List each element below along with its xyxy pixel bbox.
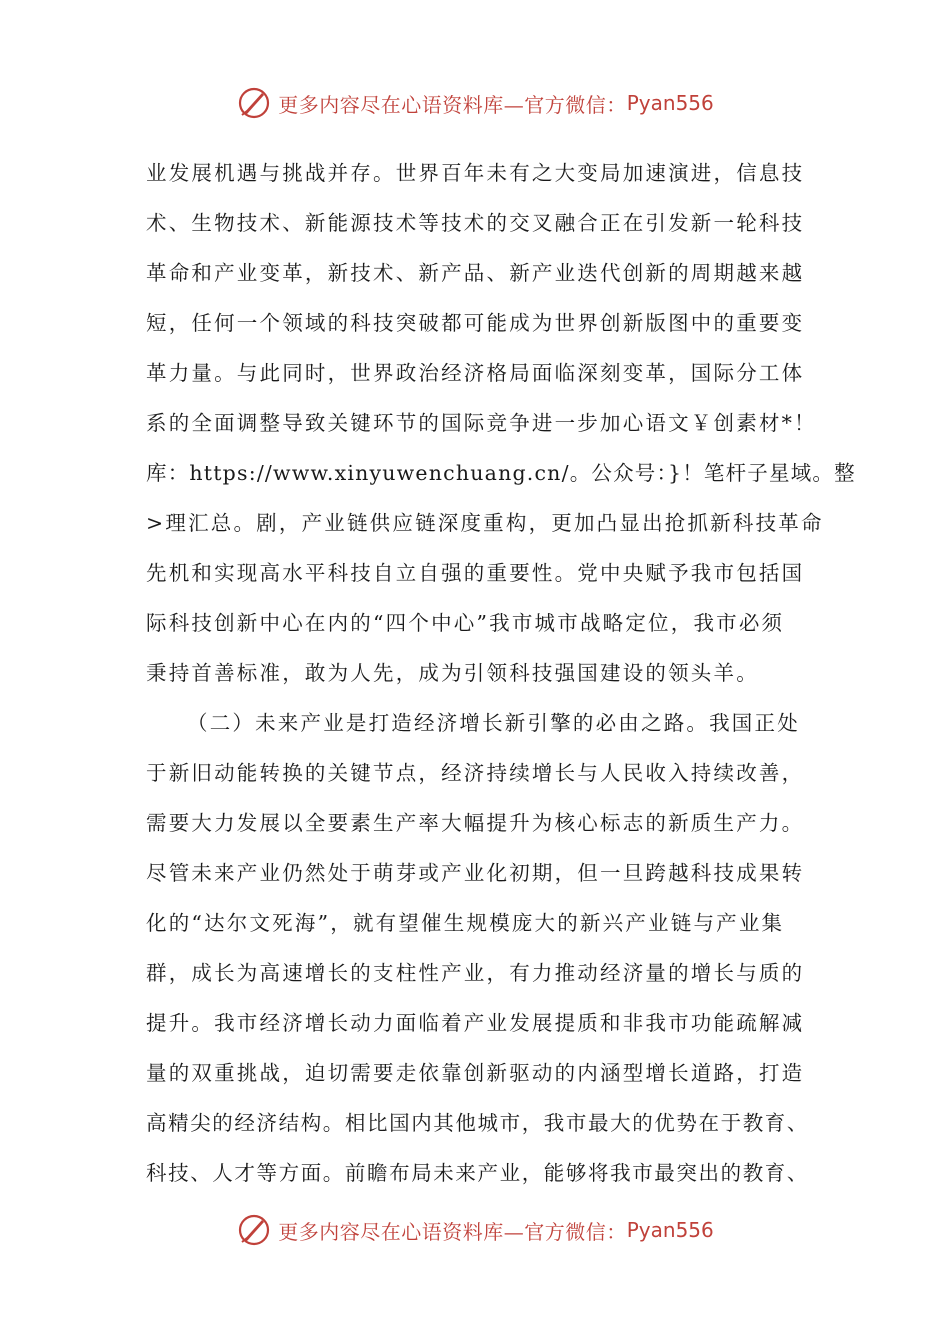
text-line: 先机和实现高水平科技自立自强的重要性。党中央赋予我市包括国: [146, 561, 805, 585]
banner-text: 更多内容尽在心语资料库—官方微信：: [278, 1219, 627, 1244]
text-line: 需要大力发展以全要素生产率大幅提升为核心标志的新质生产力。: [146, 811, 805, 835]
banner-handle: Pyan556: [626, 91, 714, 115]
text-line: 术、生物技术、新能源技术等技术的交叉融合正在引发新一轮科技: [146, 211, 805, 235]
text-line: 系的全面调整导致关键环节的国际竞争进一步加心语文￥创素材*！: [146, 411, 817, 435]
text-line: 秉持首善标准，敢为人先，成为引领科技强国建设的领头羊。: [146, 661, 759, 685]
text-line: >理汇总。剧，产业链供应链深度重构，更加凸显出抢抓新科技革命: [146, 511, 824, 535]
header-banner: [0, 81, 950, 125]
text-line: （二）未来产业是打造经济增长新引擎的必由之路。我国正处: [187, 711, 800, 735]
text-line: 高精尖的经济结构。相比国内其他城市，我市最大的优势在于教育、: [146, 1111, 809, 1135]
footer-banner: [0, 1208, 950, 1252]
text-line: 短，任何一个领域的科技突破都可能成为世界创新版图中的重要变: [146, 311, 805, 335]
text-line: 库：https://www.xinyuwenchuang.cn/。公众号：}！笔杆子星域。整: [146, 461, 856, 485]
text-line: 革命和产业变革，新技术、新产品、新产业迭代创新的周期越来越: [146, 261, 805, 285]
text-line: 尽管未来产业仍然处于萌芽或产业化初期，但一旦跨越科技成果转: [146, 861, 805, 885]
text-line: 提升。我市经济增长动力面临着产业发展提质和非我市功能疏解减: [146, 1011, 805, 1035]
quill-pen-icon: [236, 1212, 272, 1248]
text-line: 量的双重挑战，迫切需要走依靠创新驱动的内涵型增长道路，打造: [146, 1061, 805, 1085]
document-body: [146, 148, 856, 1198]
text-line: 科技、人才等方面。前瞻布局未来产业，能够将我市最突出的教育、: [146, 1161, 809, 1185]
text-line: 化的“达尔文死海”，就有望催生规模庞大的新兴产业链与产业集: [146, 911, 785, 935]
text-line: 革力量。与此同时，世界政治经济格局面临深刻变革，国际分工体: [146, 361, 805, 385]
text-line: 业发展机遇与挑战并存。世界百年未有之大变局加速演进，信息技: [146, 161, 805, 185]
quill-pen-icon: [236, 85, 272, 121]
text-line: 际科技创新中心在内的“四个中心”我市城市战略定位，我市必须: [146, 611, 785, 635]
text-line: 于新旧动能转换的关键节点，经济持续增长与人民收入持续改善，: [146, 761, 805, 785]
text-line: 群，成长为高速增长的支柱性产业，有力推动经济量的增长与质的: [146, 961, 805, 985]
banner-text: 更多内容尽在心语资料库—官方微信：: [278, 92, 627, 117]
banner-handle: Pyan556: [626, 1218, 714, 1242]
